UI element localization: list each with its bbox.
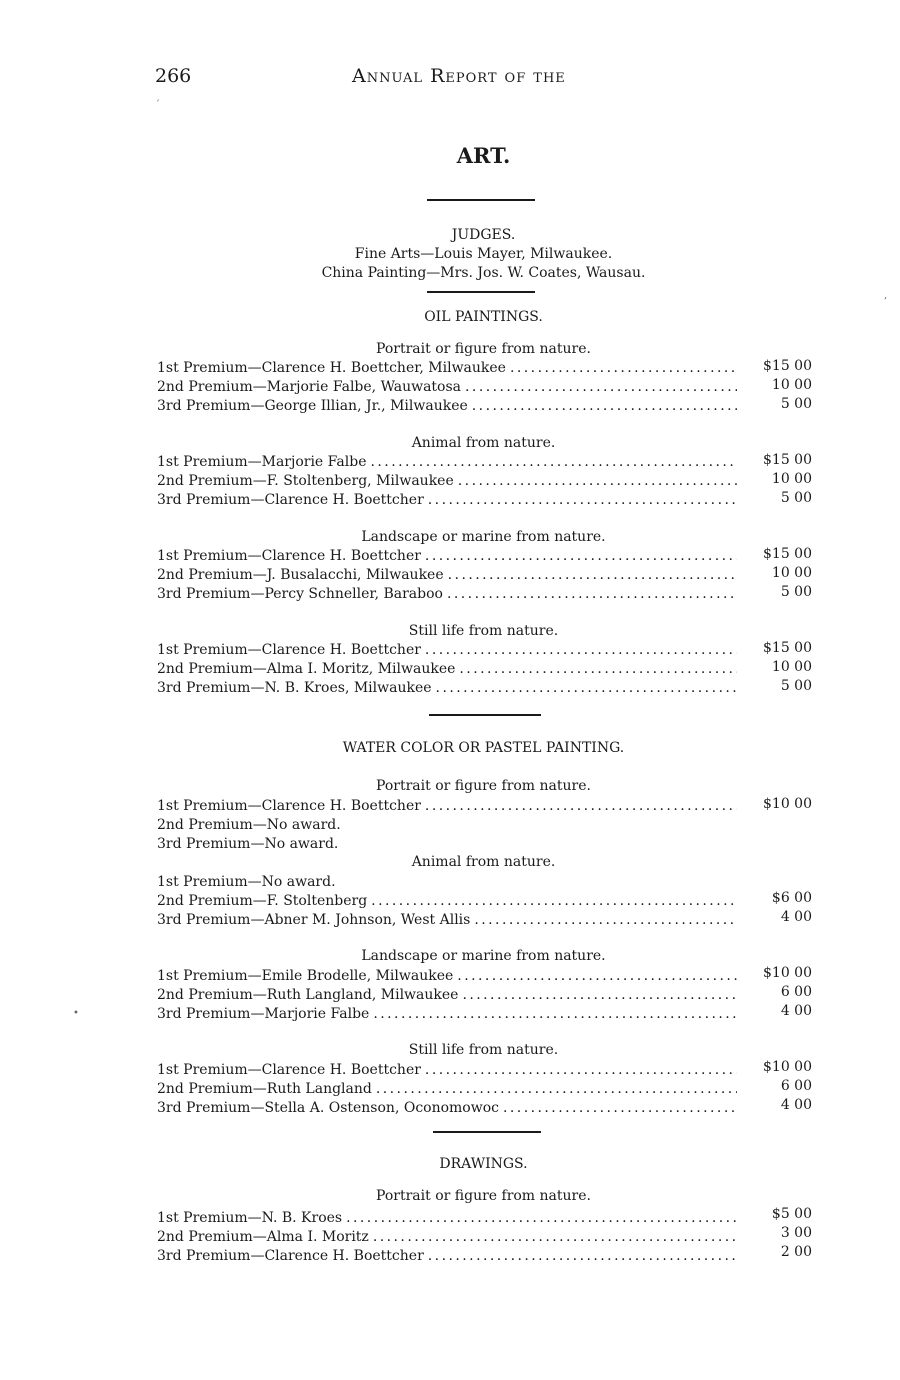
list-item: 2nd Premium—Alma I. Moritz . . . <box>157 1228 737 1247</box>
subheading: Animal from nature. <box>411 435 556 451</box>
scan-speck: ´ <box>155 100 160 111</box>
amount: 2 00 <box>780 1244 812 1260</box>
amount: 4 00 <box>780 1097 812 1113</box>
list-item: 3rd Premium—N. B. Kroes, Milwaukee . . . <box>157 679 737 698</box>
amount: $5 00 <box>771 1206 812 1222</box>
amount: $15 00 <box>763 452 812 468</box>
section-heading-drawings: DRAWINGS. <box>439 1156 528 1172</box>
subheading: Landscape or marine from nature. <box>361 948 606 964</box>
amount: 10 00 <box>771 471 812 487</box>
amount: $10 00 <box>763 965 812 981</box>
list-item: 1st Premium—Marjorie Falbe . . . <box>157 453 737 472</box>
list-item: 2nd Premium—F. Stoltenberg . . . <box>157 892 737 911</box>
list-item: 1st Premium—Clarence H. Boettcher, Milwaukee . . . <box>157 359 737 378</box>
subheading: Landscape or marine from nature. <box>361 529 606 545</box>
amount: 5 00 <box>780 678 812 694</box>
list-item: 3rd Premium—Stella A. Ostenson, Oconomowoc . . . <box>157 1099 737 1118</box>
amount: 10 00 <box>771 377 812 393</box>
list-item: 2nd Premium—Ruth Langland . . . <box>157 1080 737 1099</box>
judges-line: China Painting—Mrs. Jos. W. Coates, Wausau. <box>321 265 646 281</box>
amount: $6 00 <box>771 890 812 906</box>
scan-speck: , <box>884 290 888 301</box>
subheading: Animal from nature. <box>411 854 556 870</box>
amount: 10 00 <box>771 565 812 581</box>
list-item: 1st Premium—Clarence H. Boettcher . . . <box>157 547 737 566</box>
list-item: 2nd Premium—No award. <box>157 817 341 833</box>
rule <box>429 714 541 716</box>
list-item: 2nd Premium—Marjorie Falbe, Wauwatosa . . . <box>157 378 737 397</box>
amount: $10 00 <box>763 1059 812 1075</box>
page-title: ART. <box>456 143 511 168</box>
scan-speck: • <box>73 1008 79 1019</box>
section-heading-water: WATER COLOR OR PASTEL PAINTING. <box>342 740 625 756</box>
amount: 4 00 <box>780 1003 812 1019</box>
list-item: 3rd Premium—Percy Schneller, Baraboo . . . <box>157 585 737 604</box>
list-item: 1st Premium—Emile Brodelle, Milwaukee . . . <box>157 967 737 986</box>
amount: 6 00 <box>780 1078 812 1094</box>
list-item: 1st Premium—Clarence H. Boettcher . . . <box>157 1061 737 1080</box>
list-item: 2nd Premium—Ruth Langland, Milwaukee . . . <box>157 986 737 1005</box>
list-item: 3rd Premium—George Illian, Jr., Milwaukee . . . <box>157 397 737 416</box>
list-item: 3rd Premium—Clarence H. Boettcher . . . <box>157 491 737 510</box>
rule <box>427 199 535 201</box>
amount: $15 00 <box>763 358 812 374</box>
list-item: 1st Premium—N. B. Kroes . . . <box>157 1209 737 1228</box>
list-item: 2nd Premium—F. Stoltenberg, Milwaukee . . . <box>157 472 737 491</box>
list-item: 2nd Premium—J. Busalacchi, Milwaukee . . . <box>157 566 737 585</box>
list-item: 3rd Premium—Abner M. Johnson, West Allis . . . <box>157 911 737 930</box>
list-item: 3rd Premium—No award. <box>157 836 339 852</box>
subheading: Portrait or figure from nature. <box>376 778 591 794</box>
rule <box>427 291 535 293</box>
amount: $10 00 <box>763 796 812 812</box>
running-head: Annual Report of the <box>352 65 566 87</box>
amount: 5 00 <box>780 396 812 412</box>
judges-line: Fine Arts—Louis Mayer, Milwaukee. <box>354 246 613 262</box>
list-item: 3rd Premium—Marjorie Falbe . . . <box>157 1005 737 1024</box>
judges-heading: JUDGES. <box>451 227 516 243</box>
list-item: 3rd Premium—Clarence H. Boettcher . . . <box>157 1247 737 1266</box>
amount: $15 00 <box>763 546 812 562</box>
page-number: 266 <box>155 65 192 87</box>
amount: $15 00 <box>763 640 812 656</box>
subheading: Still life from nature. <box>408 623 559 639</box>
amount: 5 00 <box>780 584 812 600</box>
list-item: 1st Premium—Clarence H. Boettcher . . . <box>157 641 737 660</box>
subheading: Still life from nature. <box>408 1042 559 1058</box>
amount: 10 00 <box>771 659 812 675</box>
list-item: 1st Premium—No award. <box>157 874 336 890</box>
amount: 5 00 <box>780 490 812 506</box>
list-item: 1st Premium—Clarence H. Boettcher . . . <box>157 797 737 816</box>
amount: 4 00 <box>780 909 812 925</box>
section-heading-oil: OIL PAINTINGS. <box>424 309 543 325</box>
list-item: 2nd Premium—Alma I. Moritz, Milwaukee . . . <box>157 660 737 679</box>
rule <box>433 1131 541 1133</box>
amount: 3 00 <box>780 1225 812 1241</box>
subheading: Portrait or figure from nature. <box>376 1188 591 1204</box>
amount: 6 00 <box>780 984 812 1000</box>
subheading: Portrait or figure from nature. <box>376 341 591 357</box>
